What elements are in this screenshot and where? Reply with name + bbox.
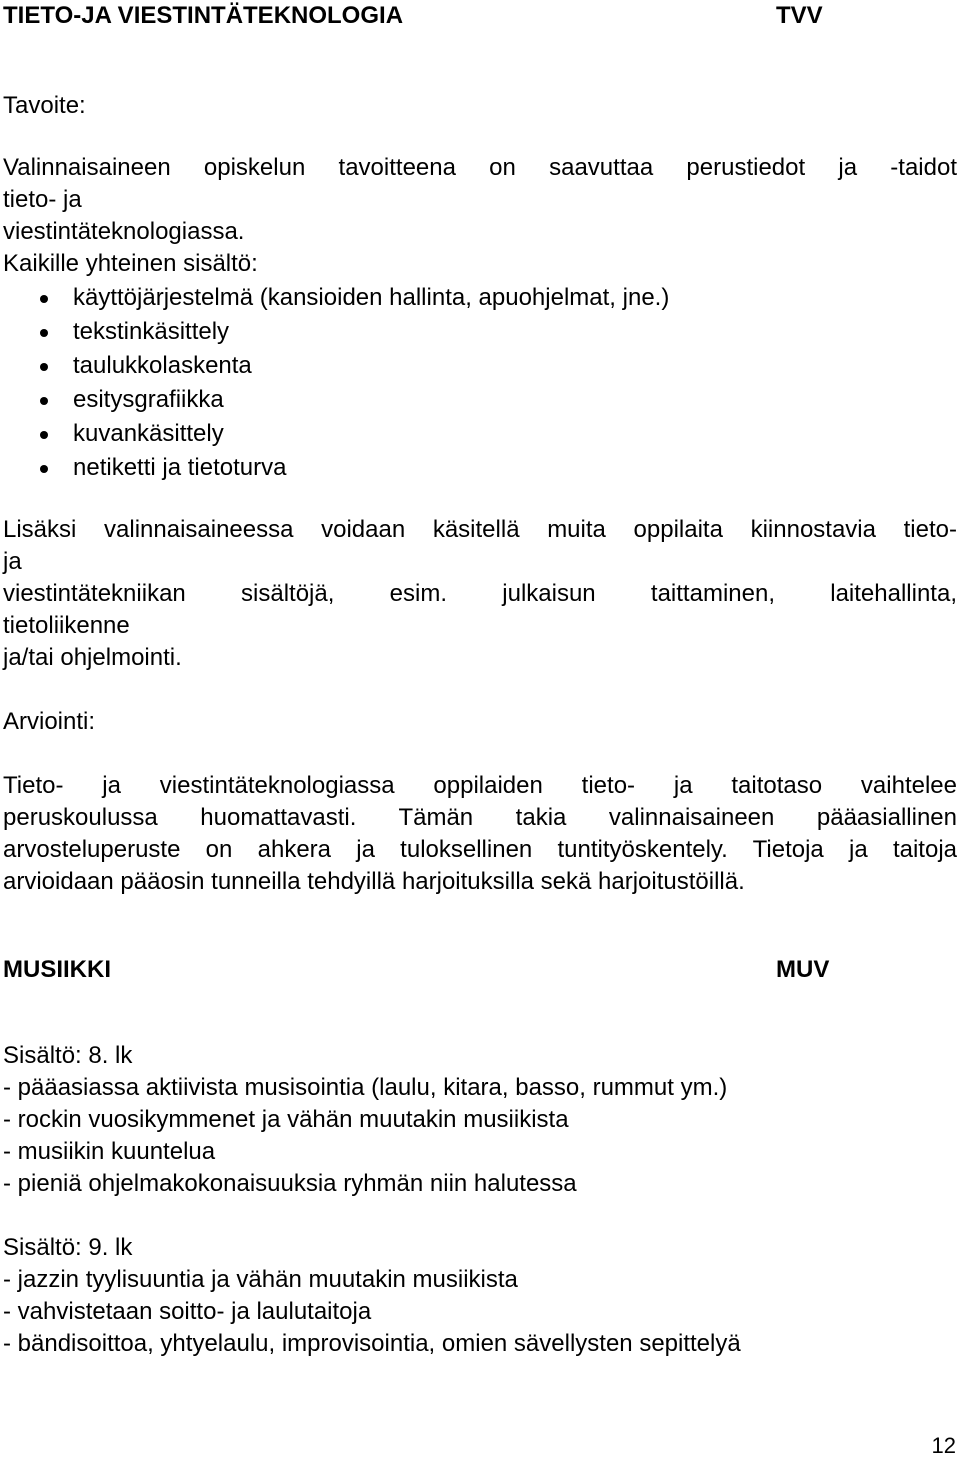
tvt-course-code: TVV — [776, 2, 823, 29]
list-item: taulukkolaskenta — [0, 350, 669, 384]
tvt-eval-line-1: Tieto- ja viestintäteknologiassa oppilaiden tieto- ja taitotaso vaihtelee — [3, 772, 957, 799]
list-item: - musiikin kuuntelua — [3, 1138, 216, 1165]
list-item: - pääasiassa aktiivista musisointia (laulu, kitara, basso, rummut ym.) — [3, 1074, 728, 1101]
bullet-icon — [40, 431, 48, 439]
music-grade8-list — [3, 1072, 957, 1200]
list-item: tekstinkäsittely — [0, 316, 669, 350]
music-grade9-list — [3, 1264, 957, 1360]
tvt-goal-line-1: Valinnaisaineen opiskelun tavoitteena on saavuttaa perustiedot ja -taidot — [3, 154, 957, 181]
tvt-eval-line-3: arvosteluperuste on ahkera ja tuloksellinen tuntityöskentely. Tietoja ja taitoja — [3, 836, 957, 863]
list-item: netiketti ja tietoturva — [0, 452, 669, 486]
tvt-goal-line-2: tieto- ja — [3, 186, 82, 213]
list-item: - bändisoittoa, yhtyelaulu, improvisointia, omien sävellysten sepittelyä — [3, 1330, 741, 1357]
list-item: kuvankäsittely — [0, 418, 669, 452]
tvt-evaluation-label: Arviointi: — [3, 708, 96, 735]
tvt-goal-line-3: viestintäteknologiassa. — [3, 218, 245, 245]
list-item: - jazzin tyylisuuntia ja vähän muutakin musiikista — [3, 1266, 518, 1293]
tvt-goal-label: Tavoite: — [3, 92, 86, 119]
tvt-eval-line-4: arvioidaan pääosin tunneilla tehdyillä harjoituksilla sekä harjoitustöillä. — [3, 868, 745, 895]
tvt-eval-line-2: peruskoulussa huomattavasti. Tämän takia valinnaisaineen pääasiallinen — [3, 804, 957, 831]
music-section-title: MUSIIKKI — [3, 956, 111, 983]
list-item: käyttöjärjestelmä (kansioiden hallinta, apuohjelmat, jne.) — [0, 282, 669, 316]
bullet-icon — [40, 329, 48, 337]
bullet-icon — [40, 295, 48, 303]
tvt-common-content-list — [0, 282, 669, 486]
list-item: - vahvistetaan soitto- ja laulutaitoja — [3, 1298, 372, 1325]
tvt-common-content-label: Kaikille yhteinen sisältö: — [3, 250, 258, 277]
bullet-icon — [40, 363, 48, 371]
music-grade8-label: Sisältö: 8. lk — [3, 1042, 133, 1069]
list-item: - rockin vuosikymmenet ja vähän muutakin musiikista — [3, 1106, 569, 1133]
music-course-code: MUV — [776, 956, 830, 983]
tvt-section-title: TIETO-JA VIESTINTÄTEKNOLOGIA — [3, 2, 404, 29]
list-item: esitysgrafiikka — [0, 384, 669, 418]
tvt-extra-line-4: tietoliikenne — [3, 612, 130, 639]
tvt-extra-line-5: ja/tai ohjelmointi. — [3, 644, 182, 671]
tvt-extra-line-3: viestintätekniikan sisältöjä, esim. julkaisun taittaminen, laitehallinta, — [3, 580, 957, 607]
tvt-extra-line-2: ja — [3, 548, 22, 575]
bullet-icon — [40, 397, 48, 405]
music-grade9-label: Sisältö: 9. lk — [3, 1234, 133, 1261]
list-item: - pieniä ohjelmakokonaisuuksia ryhmän niin halutessa — [3, 1170, 577, 1197]
bullet-icon — [40, 465, 48, 473]
page-number: 12 — [931, 1433, 956, 1458]
tvt-extra-line-1: Lisäksi valinnaisaineessa voidaan käsitellä muita oppilaita kiinnostavia tieto- — [3, 516, 957, 543]
